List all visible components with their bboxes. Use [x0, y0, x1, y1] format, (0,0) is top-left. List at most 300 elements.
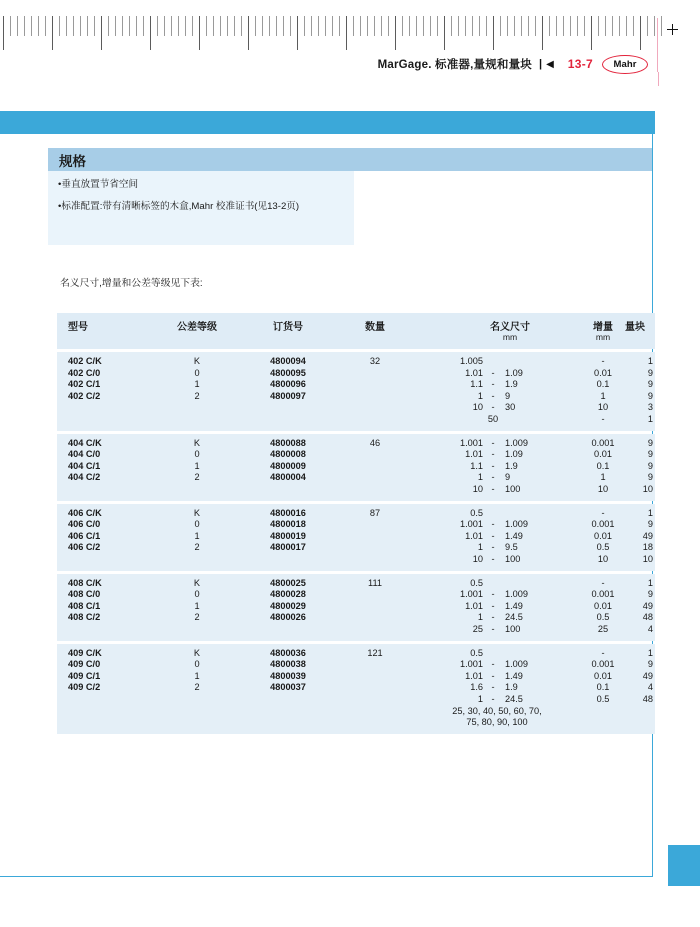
table-cell: 1.9 [505, 460, 518, 471]
table-cell: 0.01 [594, 367, 612, 378]
table-cell: 1.005 [460, 356, 483, 366]
table-group [57, 352, 655, 431]
table-cell: - [491, 519, 495, 530]
table-cell: 4800038 [270, 659, 306, 670]
table-cell: 1.49 [505, 600, 523, 611]
ruler-tick [143, 16, 144, 36]
table-cell: 10 [472, 553, 483, 564]
ruler-tick [437, 16, 438, 36]
table-cell: - [491, 553, 495, 564]
table-cell: 409 C/2 [68, 682, 101, 693]
ruler-tick [213, 16, 214, 36]
ruler-tick [129, 16, 130, 36]
table-cell: 10 [597, 553, 609, 564]
table-cell: - [491, 379, 495, 390]
table-cell: - [601, 414, 605, 424]
table-cell: 408 C/K [68, 577, 102, 588]
table-cell: 48 [642, 612, 653, 623]
table-row [57, 682, 655, 694]
table-cell: 408 C/1 [68, 600, 101, 611]
table-cell: 1 [647, 577, 653, 588]
table-row [57, 356, 655, 368]
table-cell: - [491, 402, 495, 413]
table-row [57, 414, 655, 426]
table-row [57, 402, 655, 414]
ruler-tick [633, 16, 634, 36]
table-cell: K [193, 356, 201, 366]
table-cell: 0.001 [591, 519, 615, 530]
table-cell: 46 [369, 437, 381, 448]
table-cell: 25 [472, 623, 483, 634]
ruler-tick [178, 16, 179, 36]
table-cell: 4800025 [270, 577, 306, 588]
table-cell: 402 C/0 [68, 367, 101, 378]
table-cell: 1 [477, 472, 483, 483]
table-cell: 0.1 [596, 379, 610, 390]
table-cell: 1.001 [460, 589, 483, 600]
table-cell: 100 [505, 623, 521, 634]
table-cell: 0.001 [591, 589, 615, 600]
ruler-tick [367, 16, 368, 36]
ruler-tick [220, 16, 221, 36]
table-cell: 50 [487, 414, 499, 424]
table-cell: 406 C/1 [68, 530, 101, 541]
table-cell: - [491, 682, 495, 693]
table-cell: 4800004 [270, 472, 306, 483]
ruler-tick [108, 16, 109, 36]
table-cell: 0.5 [470, 647, 483, 658]
ruler-tick [535, 16, 536, 36]
table-cell: 25 [597, 623, 609, 634]
table-cell: 1.009 [505, 589, 528, 600]
table-row [57, 624, 655, 636]
ruler-tick [136, 16, 137, 36]
table-cell: 49 [642, 530, 653, 541]
table-cell: 1 [194, 530, 200, 541]
table-cell: 4800028 [270, 589, 306, 600]
table-row [57, 461, 655, 473]
spec-bullet-1: •标准配置:带有清晰标签的木盒,Mahr 校准证书(见13-2页) [58, 200, 300, 212]
table-row [57, 717, 655, 729]
ruler-tick [346, 16, 347, 50]
table-cell: 0.1 [596, 460, 610, 471]
table-cell: 0.01 [594, 449, 612, 460]
table-cell: 0.01 [594, 600, 612, 611]
ruler-tick [17, 16, 18, 36]
table-row [57, 379, 655, 391]
table-cell: 1 [600, 390, 606, 401]
ruler-tick [199, 16, 200, 50]
ruler-tick [493, 16, 494, 50]
table-cell: 1 [600, 472, 606, 483]
table-cell: 2 [194, 682, 200, 693]
table-cell: 10 [472, 483, 483, 494]
ruler-tick [241, 16, 242, 36]
table-row [57, 601, 655, 613]
ruler-tick [402, 16, 403, 36]
table-body [57, 352, 655, 734]
ruler-tick [157, 16, 158, 36]
table-cell: 0.001 [591, 659, 615, 670]
table-cell: 2 [194, 390, 200, 401]
table-cell: K [193, 647, 201, 658]
table-row [57, 484, 655, 496]
ruler-tick [234, 16, 235, 36]
table-cell: 1 [194, 379, 200, 390]
table-cell: 404 C/0 [68, 449, 101, 460]
table-cell: 4800029 [270, 600, 306, 611]
mahr-logo [602, 55, 648, 74]
table-cell: 100 [505, 553, 521, 564]
table-cell: 1 [194, 460, 200, 471]
ruler-tick [24, 16, 25, 36]
header-separator: | [539, 58, 543, 70]
ruler-tick [444, 16, 445, 50]
table-cell: 4800009 [270, 460, 306, 471]
ruler-tick [311, 16, 312, 36]
page-title: MarGage. 标准器,量规和量块 [377, 59, 532, 71]
table-cell: - [491, 449, 495, 460]
table-cell: - [491, 367, 495, 378]
table-cell: 4800019 [270, 530, 306, 541]
table-cell: 408 C/0 [68, 589, 101, 600]
table-row [57, 368, 655, 380]
table-cell: 1.1 [470, 460, 483, 471]
table-cell: 1.001 [460, 437, 483, 448]
ruler-tick [94, 16, 95, 36]
table-row [57, 508, 655, 520]
spec-bullet-0: •垂直放置节省空间 [58, 179, 139, 190]
table-cell: 4800088 [270, 437, 306, 448]
table-row [57, 554, 655, 566]
table-cell: - [491, 670, 495, 681]
table-cell: 4 [647, 682, 653, 693]
table-cell: 1.49 [505, 670, 523, 681]
table-cell: 404 C/1 [68, 460, 101, 471]
table-cell: 406 C/K [68, 507, 102, 518]
ruler-tick [654, 16, 655, 36]
table-cell: 1 [194, 670, 200, 681]
top-color-band [0, 111, 655, 134]
ruler-tick [297, 16, 298, 50]
table-cell: - [491, 460, 495, 471]
page-number: 13-7 [567, 57, 593, 71]
table-cell: 49 [642, 600, 653, 611]
table-cell: - [491, 589, 495, 600]
table-row [57, 589, 655, 601]
table-cell: 10 [597, 483, 609, 494]
table-cell: 0.01 [594, 530, 612, 541]
table-row [57, 578, 655, 590]
ruler-tick [374, 16, 375, 36]
table-cell: 9 [647, 460, 653, 471]
ruler-tick [381, 16, 382, 36]
table-cell: 409 C/1 [68, 670, 101, 681]
table-cell: 1 [477, 612, 483, 623]
ruler-tick [619, 16, 620, 36]
table-cell: 0 [194, 589, 200, 600]
table-cell: 1.009 [505, 437, 528, 448]
table-cell: 75, 80, 90, 100 [466, 717, 528, 728]
table-cell: 406 C/0 [68, 519, 101, 530]
column-header: 公差等级 [177, 322, 217, 333]
table-cell: 4800016 [270, 507, 306, 518]
column-header: 订货号 [273, 322, 303, 333]
table-cell: 4800036 [270, 647, 306, 658]
table-cell: 1 [477, 693, 483, 704]
column-header: 量块 [625, 322, 645, 333]
ruler-tick [318, 16, 319, 36]
ruler-tick [528, 16, 529, 36]
table-cell: 4800037 [270, 682, 306, 693]
table-cell: 402 C/1 [68, 379, 101, 390]
table-cell: 100 [505, 483, 521, 494]
table-cell: 0 [194, 449, 200, 460]
ruler-tick [290, 16, 291, 36]
table-cell: - [491, 437, 495, 448]
table-cell: 87 [369, 507, 381, 518]
table-cell: - [491, 623, 495, 634]
ruler-tick [591, 16, 592, 50]
table-cell: 4800096 [270, 379, 306, 390]
ruler-tick [248, 16, 249, 50]
table-cell: 24.5 [505, 693, 523, 704]
ruler-tick [38, 16, 39, 36]
column-header-unit: mm [502, 332, 518, 342]
table-row [57, 612, 655, 624]
table-cell: K [193, 437, 201, 448]
ruler-scale [0, 16, 660, 50]
section-tab-marker [668, 845, 700, 886]
specifications-header [48, 148, 652, 171]
ruler-tick [262, 16, 263, 36]
table-cell: 1.09 [505, 367, 523, 378]
table-cell: 9 [647, 589, 653, 600]
ruler-tick [171, 16, 172, 36]
table-cell: 1.01 [465, 367, 483, 378]
ruler-tick [269, 16, 270, 36]
ruler-tick [612, 16, 613, 36]
ruler-tick [647, 16, 648, 36]
table-cell: 9 [647, 379, 653, 390]
table-cell: - [491, 693, 495, 704]
ruler-tick [45, 16, 46, 36]
ruler-tick [115, 16, 116, 36]
table-cell: 1 [647, 507, 653, 518]
ruler-tick [423, 16, 424, 36]
table-cell: 4800039 [270, 670, 306, 681]
table-cell: 1.01 [465, 670, 483, 681]
ruler-tick [3, 16, 4, 50]
table-cell: 25, 30, 40, 50, 60, 70, [452, 705, 542, 716]
ruler-tick [52, 16, 53, 50]
table-cell: - [491, 390, 495, 401]
ruler-tick [227, 16, 228, 36]
table-cell: 1 [647, 356, 653, 366]
table-cell: 0.5 [596, 612, 610, 623]
ruler-tick [339, 16, 340, 36]
table-cell: 4800095 [270, 367, 306, 378]
ruler-tick [577, 16, 578, 36]
table-cell: 1.1 [470, 379, 483, 390]
table-cell: 1.001 [460, 659, 483, 670]
column-header-unit: mm [595, 332, 611, 342]
ruler-tick [87, 16, 88, 36]
table-cell: 1 [477, 390, 483, 401]
table-cell: 409 C/0 [68, 659, 101, 670]
column-header: 型号 [68, 322, 88, 333]
ruler-tick [66, 16, 67, 36]
table-cell: 9 [647, 472, 653, 483]
table-cell: 10 [642, 553, 653, 564]
specifications-heading: 规格 [59, 153, 86, 169]
table-cell: 10 [597, 402, 609, 413]
table-cell: 0.001 [591, 437, 615, 448]
ruler-tick [10, 16, 11, 36]
table-row [57, 438, 655, 450]
table-cell: 1.9 [505, 682, 518, 693]
table-lead-text: 名义尺寸,增量和公差等级见下表: [60, 278, 203, 289]
table-cell: 0 [194, 519, 200, 530]
ruler-tick [409, 16, 410, 36]
ruler-tick [416, 16, 417, 36]
ruler-tick [486, 16, 487, 36]
ruler-tick [521, 16, 522, 36]
table-cell: 49 [642, 670, 653, 681]
table-cell: 32 [369, 356, 381, 366]
table-cell: 9 [505, 472, 511, 483]
ruler-tick [570, 16, 571, 36]
table-cell: 24.5 [505, 612, 523, 623]
table-cell: 406 C/2 [68, 542, 101, 553]
ruler-tick [283, 16, 284, 36]
ruler-tick [255, 16, 256, 36]
ruler-tick [353, 16, 354, 36]
table-cell: 4800018 [270, 519, 306, 530]
ruler-tick [73, 16, 74, 36]
ruler-tick [192, 16, 193, 36]
table-cell: 30 [505, 402, 516, 413]
table-cell: 1.001 [460, 519, 483, 530]
table-cell: 404 C/K [68, 437, 102, 448]
table-cell: 9 [647, 367, 653, 378]
ruler-tick [584, 16, 585, 36]
table-cell: - [601, 577, 605, 588]
table-cell: 9 [505, 390, 511, 401]
table-cell: 404 C/2 [68, 472, 101, 483]
ruler-tick [388, 16, 389, 36]
table-cell: 1.009 [505, 519, 528, 530]
table-row [57, 519, 655, 531]
table-cell: K [193, 507, 201, 518]
table-header-row [57, 313, 655, 349]
ruler-tick [472, 16, 473, 36]
ruler-tick [206, 16, 207, 36]
table-cell: - [601, 507, 605, 518]
table-cell: 1.01 [465, 600, 483, 611]
table-cell: - [491, 483, 495, 494]
table-cell: 402 C/K [68, 356, 102, 366]
ruler-tick [325, 16, 326, 36]
table-cell: 9 [647, 449, 653, 460]
table-cell: 9 [647, 390, 653, 401]
table-cell: 0.5 [470, 577, 483, 588]
ruler-tick [500, 16, 501, 36]
table-group [57, 434, 655, 501]
table-cell: - [491, 472, 495, 483]
ruler-tick [514, 16, 515, 36]
ruler-tick [360, 16, 361, 36]
table-cell: - [491, 530, 495, 541]
ruler-tick [332, 16, 333, 36]
table-row [57, 706, 655, 718]
table-cell: 4 [647, 623, 653, 634]
ruler-tick [563, 16, 564, 36]
table-cell: - [491, 600, 495, 611]
table-group [57, 574, 655, 641]
table-cell: 2 [194, 542, 200, 553]
table-cell: 0.01 [594, 670, 612, 681]
column-header: 数量 [365, 322, 385, 333]
table-group [57, 644, 655, 734]
table-cell: 1.6 [470, 682, 483, 693]
table-cell: 4800026 [270, 612, 306, 623]
table-cell: 1.01 [465, 530, 483, 541]
ruler-tick [150, 16, 151, 50]
table-cell: 111 [368, 577, 382, 588]
ruler-tick [640, 16, 641, 50]
table-cell: 2 [194, 612, 200, 623]
ruler-tick [598, 16, 599, 36]
table-cell: 2 [194, 472, 200, 483]
table-cell: - [601, 647, 605, 658]
ruler-tick [479, 16, 480, 36]
table-cell: 4800008 [270, 449, 306, 460]
ruler-tick [556, 16, 557, 36]
ruler-tick [605, 16, 606, 36]
table-cell: 4800094 [270, 356, 306, 366]
table-cell: 1 [477, 542, 483, 553]
ruler-tick [465, 16, 466, 36]
table-cell: - [601, 356, 605, 366]
table-row [57, 391, 655, 403]
table-cell: 402 C/2 [68, 390, 101, 401]
table-cell: 0.1 [596, 682, 610, 693]
table-cell: 1.009 [505, 659, 528, 670]
ruler-tick [122, 16, 123, 36]
back-arrow-icon: ◀ [546, 58, 554, 70]
ruler-tick [507, 16, 508, 36]
table-cell: 3 [647, 402, 653, 413]
ruler-tick [458, 16, 459, 36]
table-group [57, 504, 655, 571]
specifications-body [48, 171, 354, 245]
table-cell: 121 [367, 647, 383, 658]
table-row [57, 659, 655, 671]
table-cell: 10 [472, 402, 483, 413]
table-cell: 1.9 [505, 379, 518, 390]
column-header: 名义尺寸 [490, 322, 530, 333]
ruler-tick [542, 16, 543, 50]
ruler-tick [59, 16, 60, 36]
products-table [57, 313, 655, 734]
crop-mark-plus-icon [667, 24, 678, 35]
ruler-tick [31, 16, 32, 36]
ruler-tick [101, 16, 102, 50]
specifications-box [48, 148, 652, 245]
crop-guide-line [657, 18, 658, 72]
table-cell: 1 [647, 414, 653, 424]
